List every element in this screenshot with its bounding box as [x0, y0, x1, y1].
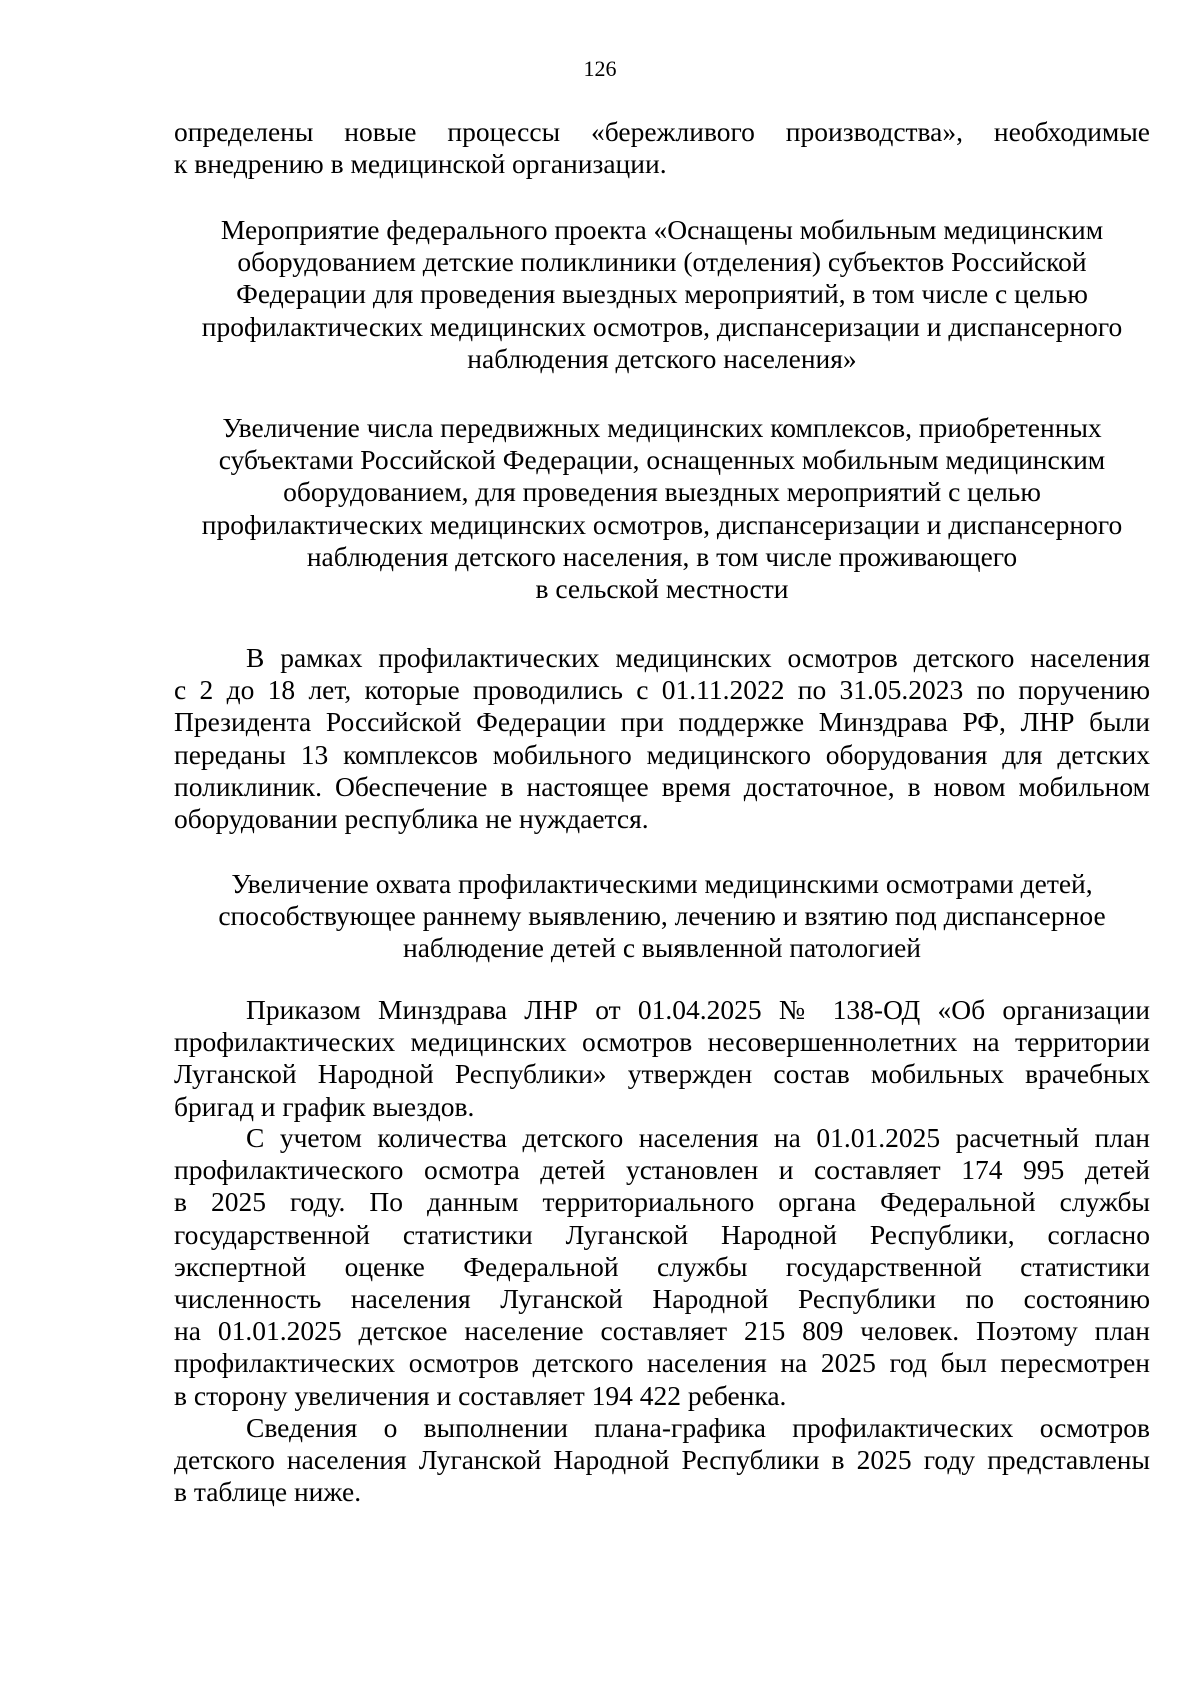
heading-line: Увеличение охвата профилактическими медицинскими осмотрами детей, [231, 868, 1093, 899]
page-number: 126 [583, 56, 617, 81]
paragraph-line: Сведения о выполнении плана-графика профилактических осмотров [246, 1412, 1150, 1443]
heading-line: наблюдения детского населения» [467, 342, 857, 374]
paragraph-line: профилактических медицинских осмотров несовершеннолетних на территории [174, 1026, 1150, 1058]
coverage-heading [174, 868, 1150, 965]
paragraph-line: к внедрению в медицинской организации. [174, 148, 667, 180]
paragraph-line: с 2 до 18 лет, которые проводились с 01.11.2022 по 31.05.2023 по поручению [174, 674, 1150, 706]
paragraph-line: численность населения Луганской Народной Республики по состоянию [174, 1283, 1150, 1315]
paragraph-line: в сторону увеличения и составляет 194 422 ребенка. [174, 1379, 787, 1411]
heading-line: наблюдение детей с выявленной патологией [403, 932, 921, 964]
heading-line: в сельской местности [535, 573, 789, 605]
paragraph-line: переданы 13 комплексов мобильного медицинского оборудования для детских [174, 738, 1150, 770]
paragraph-line: в 2025 году. По данным территориального органа Федеральной службы [174, 1186, 1150, 1218]
heading-line: наблюдения детского населения, в том числе проживающего [306, 540, 1018, 572]
paragraph-line: Президента Российской Федерации при поддержке Минздрава РФ, ЛНР были [174, 706, 1150, 738]
paragraph-line: поликлиник. Обеспечение в настоящее время достаточное, в новом мобильном [174, 770, 1150, 802]
heading-line: профилактических медицинских осмотров, диспансеризации и диспансерного [201, 508, 1123, 540]
paragraph-line: С учетом количества детского населения на 01.01.2025 расчетный план [246, 1122, 1150, 1153]
federal-project-heading [174, 214, 1150, 375]
paragraph-line: бригад и график выездов. [174, 1090, 475, 1122]
order-paragraph [174, 994, 1150, 1123]
mobile-complexes-paragraph [174, 642, 1150, 835]
paragraph-line: профилактического осмотра детей установлен и составляет 174 995 детей [174, 1154, 1150, 1186]
paragraph-line: Луганской Народной Республики» утвержден состав мобильных врачебных [174, 1058, 1150, 1090]
intro-continuation-paragraph [174, 116, 1150, 180]
heading-line: Мероприятие федерального проекта «Оснащены мобильным медицинским [220, 214, 1104, 245]
table-reference-paragraph [174, 1412, 1150, 1509]
heading-line: профилактических медицинских осмотров, диспансеризации и диспансерного [201, 310, 1123, 342]
paragraph-line: определены новые процессы «бережливого производства», необходимые [174, 116, 1150, 147]
paragraph-line: детского населения Луганской Народной Республики в 2025 году представлены [174, 1444, 1150, 1476]
paragraph-line: в таблице ниже. [174, 1476, 362, 1508]
paragraph-line: экспертной оценке Федеральной службы государственной статистики [174, 1250, 1150, 1282]
paragraph-line: Приказом Минздрава ЛНР от 01.04.2025 № 138-ОД «Об организации [246, 994, 1150, 1025]
heading-line: оборудованием детские поликлиники (отделения) субъектов Российской [237, 246, 1087, 278]
heading-line: оборудованием, для проведения выездных мероприятий с целью [283, 476, 1041, 508]
paragraph-line: В рамках профилактических медицинских осмотров детского населения [246, 642, 1150, 673]
paragraph-line: профилактических осмотров детского населения на 2025 год был пересмотрен [174, 1347, 1150, 1379]
mobile-complexes-heading [174, 412, 1150, 605]
plan-paragraph [174, 1122, 1150, 1412]
heading-line: Федерации для проведения выездных мероприятий, в том числе с целью [236, 278, 1088, 310]
paragraph-line: оборудовании республика не нуждается. [174, 803, 649, 835]
paragraph-line: на 01.01.2025 детское население составляет 215 809 человек. Поэтому план [174, 1315, 1150, 1347]
paragraph-line: государственной статистики Луганской Народной Республики, согласно [174, 1218, 1150, 1250]
heading-line: Увеличение числа передвижных медицинских комплексов, приобретенных [222, 412, 1102, 443]
heading-line: субъектами Российской Федерации, оснащенных мобильным медицинским [218, 444, 1106, 476]
heading-line: способствующее раннему выявлению, лечению и взятию под диспансерное [218, 900, 1106, 932]
